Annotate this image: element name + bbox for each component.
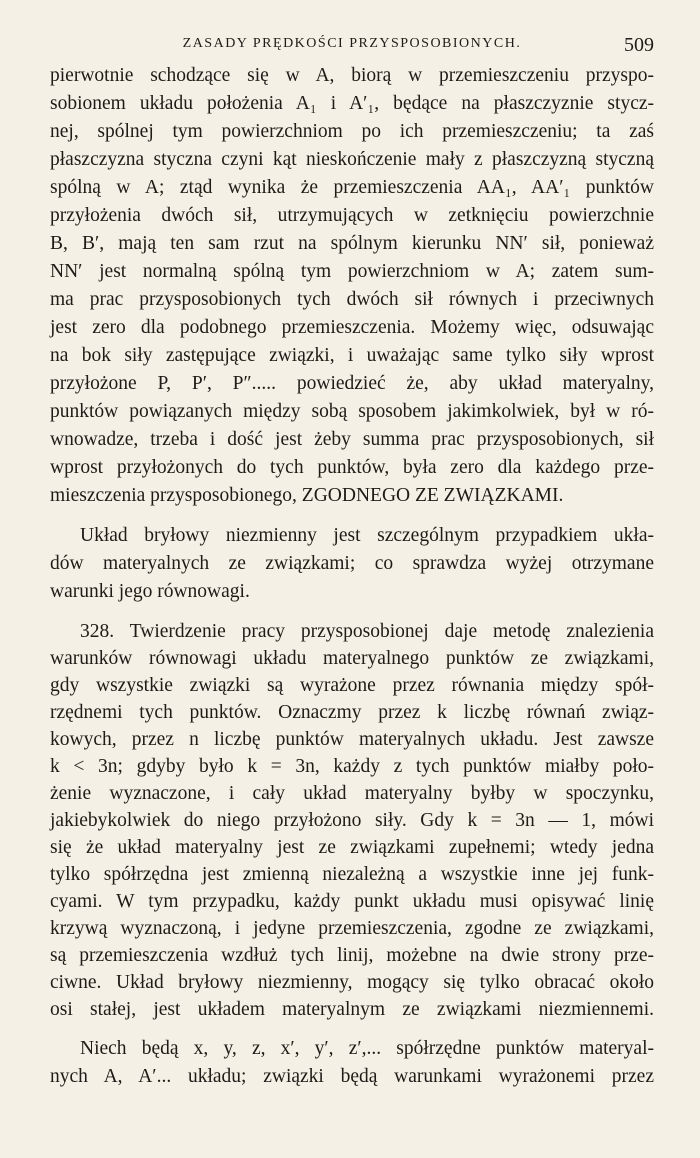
text-line: jest zero dla podobnego przemieszczenia. Możemy więc, odsuwając [50, 317, 654, 338]
text-line: tylko spółrzędna jest zmienną niezależną a wszystkie inne jej funk- [50, 864, 654, 885]
text-line: ma prac przysposobionych tych dwóch sił równych i przeciwnych [50, 289, 654, 310]
text-line: ciwne. Układ bryłowy niezmienny, mogący się tylko obracać około [50, 972, 654, 993]
text-line: dów materyalnych ze związkami; co sprawdza wyżej otrzymane [50, 553, 654, 574]
paragraph-2 [50, 522, 654, 606]
text-line: kowych, przez n liczbę punktów materyalnych układu. Jest zawsze [50, 729, 654, 750]
text-line: wnowadze, trzeba i dość jest żeby summa prac przysposobionych, sił [50, 429, 654, 450]
text-line: sobionem układu położenia A₁ i A′₁, będące na płaszczyznie stycz- [50, 93, 654, 114]
text-line: punktów powiązanych między sobą sposobem jakimkolwiek, był w ró- [50, 401, 654, 422]
text-line: warunki jego równowagi. [50, 581, 250, 602]
page-number: 509 [624, 34, 654, 56]
text-line: jakiebykolwiek do niego przyłożono siły. Gdy k = 3n — 1, mówi [50, 810, 654, 831]
text-line: przyłożone P, P′, P″..... powiedzieć że, aby układ materyalny, [50, 373, 654, 394]
page-header [50, 34, 654, 60]
text-line: mieszczenia przysposobionego, ZGODNEGO ZE ZWIĄZKAMI. [50, 485, 564, 506]
text-line: są przemieszczenia wzdłuż tych linij, możebne na dwie strony prze- [50, 945, 654, 966]
paragraph-4 [50, 1035, 654, 1091]
text-line: warunków równowagi układu materyalnego punktów ze związkami, [50, 648, 654, 669]
paragraph-3 [50, 618, 654, 1023]
text-line: rzędnemi tych punktów. Oznaczmy przez k liczbę równań związ- [50, 702, 654, 723]
text-line: Niech będą x, y, z, x′, y′, z′,... spółrzędne punktów materyal- [80, 1038, 654, 1059]
text-line: Układ bryłowy niezmienny jest szczególnym przypadkiem ukła- [80, 525, 654, 546]
text-line: gdy wszystkie związki są wyrażone przez równania między spół- [50, 675, 654, 696]
text-line: k < 3n; gdyby było k = 3n, każdy z tych punktów miałby poło- [50, 756, 654, 777]
text-line: krzywą wyznaczoną, i jedyne przemieszczenia, zgodne ze związkami, [50, 918, 654, 939]
text-line: nych A, A′... układu; związki będą warunkami wyrażonemi przez [50, 1066, 654, 1087]
text-line: przyłożenia dwóch sił, utrzymujących w zetknięciu powierzchnie [50, 205, 654, 226]
text-line: 328. Twierdzenie pracy przysposobionej daje metodę znalezienia [80, 621, 654, 642]
running-title: ZASADY PRĘDKOŚCI PRZYSPOSOBIONYCH. [182, 36, 522, 51]
paragraph-1 [50, 62, 654, 510]
text-line: na bok siły zastępujące związki, i uważając same tylko siły wprost [50, 345, 654, 366]
paragraph-gap [50, 510, 654, 522]
text-line: spólną w A; ztąd wynika że przemieszczenia AA₁, AA′₁ punktów [50, 177, 654, 198]
text-line: się że układ materyalny jest ze związkami zupełnemi; wtedy jedna [50, 837, 654, 858]
text-line: osi stałej, jest układem materyalnym ze związkami niezmiennemi. [50, 999, 654, 1020]
text-line: żenie wyznaczone, i cały układ materyalny byłby w spoczynku, [50, 783, 654, 804]
text-line: pierwotnie schodzące się w A, biorą w przemieszczeniu przyspo- [50, 65, 654, 86]
text-line: NN′ jest normalną spólną tym powierzchniom w A; zatem sum- [50, 261, 654, 282]
text-line: B, B′, mają ten sam rzut na spólnym kierunku NN′ sił, ponieważ [50, 233, 654, 254]
text-line: wprost przyłożonych do tych punktów, była zero dla każdego prze- [50, 457, 654, 478]
text-line: nej, spólnej tym powierzchniom po ich przemieszczeniu; ta zaś [50, 121, 654, 142]
text-line: płaszczyzna styczna czyni kąt nieskończenie mały z płaszczyzną styczną [50, 149, 654, 170]
text-line: cyami. W tym przypadku, każdy punkt układu musi opisywać linię [50, 891, 654, 912]
page-body [50, 62, 654, 1091]
paragraph-gap [50, 1023, 654, 1035]
paragraph-gap [50, 606, 654, 618]
